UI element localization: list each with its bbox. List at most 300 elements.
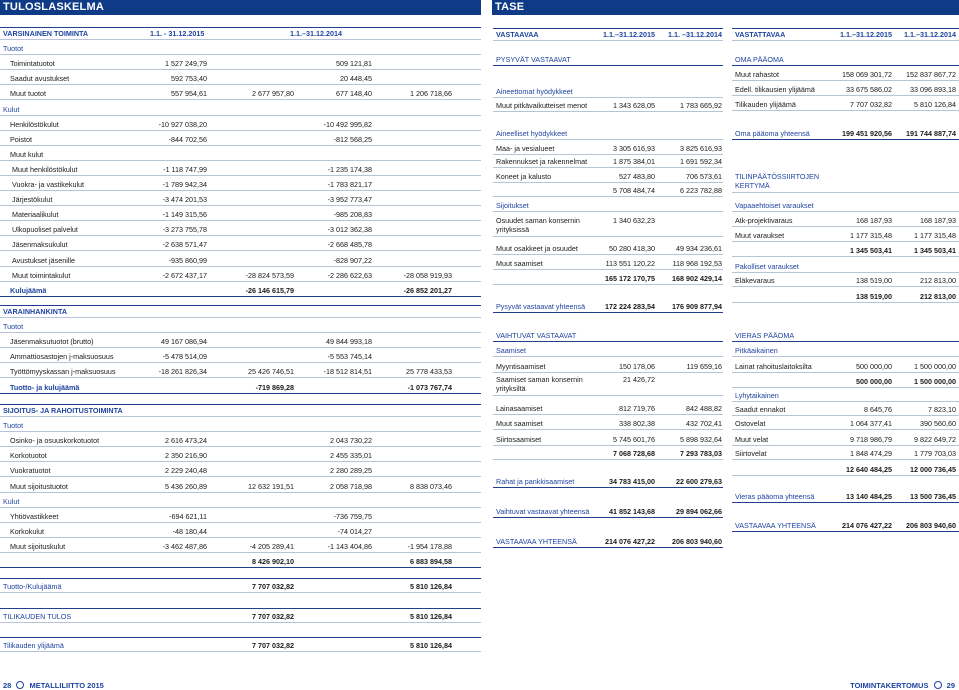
amount-cell: 13 140 484,25 [846, 492, 892, 501]
amount-cell: 7 068 728,68 [613, 449, 655, 458]
amount-cell: 214 076 427,22 [842, 521, 892, 530]
row-divider [493, 356, 723, 357]
row-divider [0, 637, 481, 638]
amount-cell: -26 852 201,27 [403, 285, 452, 295]
row-divider [732, 28, 959, 29]
row-label: Jäsenmaksutuotot (brutto) [10, 337, 94, 347]
amount-cell: 172 224 283,54 [605, 302, 655, 311]
amount-cell: 1 527 249,79 [165, 59, 207, 69]
column-title: VASTATTAVAA [735, 30, 786, 39]
amount-cell: 1 064 377,41 [850, 419, 892, 428]
row-divider [493, 139, 723, 140]
amount-cell: 557 954,61 [171, 89, 207, 99]
amount-cell: -828 907,22 [333, 255, 372, 265]
row-divider [0, 431, 481, 432]
row-divider [0, 416, 481, 417]
circle-icon [16, 681, 24, 689]
row-label: Rakennukset ja rakennelmat [496, 157, 588, 166]
amount-cell: 41 852 143,68 [609, 507, 655, 516]
amount-cell: 3 825 616,93 [680, 144, 722, 153]
row-divider [0, 476, 481, 477]
amount-cell: 152 837 867,72 [906, 70, 956, 79]
amount-cell: 6 223 782,88 [680, 186, 722, 195]
row-divider [493, 254, 723, 255]
amount-cell: 1 345 503,41 [914, 246, 956, 255]
amount-cell: -1 783 821,17 [327, 180, 372, 189]
row-label: Yhtiövastikkeet [10, 511, 59, 521]
section-title: VARAINHANKINTA [3, 307, 68, 316]
row-divider [493, 40, 723, 41]
amount-cell: 1 500 000,00 [914, 377, 956, 386]
amount-cell: 138 519,00 [856, 276, 892, 285]
row-divider [0, 266, 481, 267]
row-label: Muut osakkeet ja osuudet [496, 244, 578, 253]
row-label: Pysyvät vastaavat yhteensä [496, 302, 586, 311]
amount-cell: 199 451 920,56 [842, 129, 892, 138]
row-label: Ulkopuoliset palvelut [12, 225, 78, 235]
amount-cell: -10 927 038,20 [158, 119, 207, 129]
row-divider [493, 167, 723, 168]
row-divider [493, 97, 723, 98]
row-divider [493, 154, 723, 155]
row-divider [0, 84, 481, 85]
amount-cell: 12 632 191,51 [248, 481, 294, 491]
row-divider [0, 461, 481, 462]
row-divider [493, 28, 723, 29]
row-label: Muut rahastot [735, 70, 779, 79]
row-divider [0, 317, 481, 318]
amount-cell: 1 691 592,34 [680, 157, 722, 166]
row-label: VASTAAVAA YHTEENSÄ [735, 521, 816, 530]
row-divider [0, 578, 481, 579]
amount-cell: 1 177 315,48 [850, 231, 892, 240]
amount-cell: 34 783 415,00 [609, 477, 655, 486]
total-amount: 7 707 032,82 [252, 641, 294, 650]
amount-cell: 2 043 730,22 [330, 436, 372, 446]
amount-cell: -3 474 201,53 [162, 195, 207, 205]
amount-cell: 677 148,40 [336, 89, 372, 99]
amount-cell: 6 883 894,58 [410, 557, 452, 566]
amount-cell: 1 343 628,05 [613, 101, 655, 110]
row-divider [732, 387, 959, 388]
amount-cell: 1 848 474,29 [850, 449, 892, 458]
row-divider [0, 99, 481, 100]
amount-cell: -2 672 437,17 [162, 270, 207, 280]
column-header: 1.1. –31.12.2014 [668, 30, 722, 39]
category-label: Tuotot [3, 421, 24, 431]
amount-cell: 8 838 073,46 [410, 481, 452, 491]
category-label: Kulut [3, 104, 20, 114]
row-divider [732, 401, 959, 402]
row-divider [0, 507, 481, 508]
row-label: Vuokratuotot [10, 466, 51, 476]
amount-cell: -844 702,56 [168, 134, 207, 144]
amount-cell: -736 759,75 [333, 511, 372, 521]
row-divider [493, 196, 723, 197]
row-divider [0, 130, 481, 131]
row-label: Jäsenmaksukulut [12, 240, 68, 250]
row-label: Tilikauden ylijäämä [735, 100, 796, 109]
amount-cell: 49 934 236,61 [676, 244, 722, 253]
row-divider [493, 211, 723, 212]
total-label: Tilikauden ylijäämä [3, 641, 64, 650]
amount-cell: -1 954 178,88 [407, 541, 452, 551]
row-divider [0, 205, 481, 206]
row-label: Korkotuotot [10, 451, 47, 461]
amount-cell: 150 178,06 [619, 362, 655, 371]
amount-cell: 13 500 736,45 [910, 492, 956, 501]
row-divider [0, 404, 481, 405]
amount-cell: -10 492 995,82 [323, 119, 372, 129]
row-divider [732, 226, 959, 227]
category-label: VIERAS PÄÄOMA [735, 331, 795, 340]
amount-cell: 2 616 473,24 [165, 436, 207, 446]
column-title: VASTAAVAA [496, 30, 539, 39]
category-label: TILINPÄÄTÖSSIIRTOJEN KERTYMÄ [735, 172, 820, 190]
footer-right-page: 29 [946, 681, 955, 690]
row-divider [0, 552, 481, 553]
row-divider [0, 377, 481, 378]
footer-left-page: 28 [3, 681, 12, 690]
amount-cell: -1 789 942,34 [162, 180, 207, 189]
amount-cell: 21 426,72 [623, 375, 655, 384]
amount-cell: 212 813,00 [920, 292, 956, 301]
amount-cell: -18 261 826,34 [158, 367, 207, 377]
amount-cell: 2 677 957,80 [252, 89, 294, 99]
row-divider [493, 487, 723, 488]
amount-cell: 5 898 932,64 [680, 435, 722, 444]
row-divider [0, 592, 481, 593]
row-divider [732, 302, 959, 303]
row-label: Muut tuotot [10, 89, 46, 99]
row-label: Työttömyyskassan j-maksuosuus [10, 367, 116, 377]
row-label: Muut velat [735, 435, 769, 444]
row-label: Materiaalikulut [12, 210, 59, 220]
row-divider [732, 502, 959, 503]
amount-cell: 168 187,93 [856, 216, 892, 225]
amount-cell: 527 483,80 [619, 172, 655, 181]
footer-right-text: TOIMINTAKERTOMUS [850, 681, 929, 690]
row-divider [0, 567, 481, 568]
amount-cell: -1 073 767,74 [407, 382, 452, 392]
amount-cell: -3 012 362,38 [327, 225, 372, 235]
amount-cell: -812 568,25 [333, 134, 372, 144]
row-divider [493, 459, 723, 460]
amount-cell: 3 305 616,93 [613, 144, 655, 153]
amount-cell: 214 076 427,22 [605, 537, 655, 546]
row-divider [732, 429, 959, 430]
amount-cell: -1 143 404,86 [327, 541, 372, 551]
category-label: Aineettomat hyödykkeet [496, 87, 573, 96]
amount-cell: 168 902 429,14 [672, 274, 722, 283]
amount-cell: 1 340 632,23 [613, 216, 655, 225]
row-divider [493, 269, 723, 270]
row-divider [732, 272, 959, 273]
amount-cell: -74 014,27 [337, 526, 372, 536]
total-label: Tuotto-/Kulujäämä [3, 582, 62, 591]
row-label: Muut saamiset [496, 259, 543, 268]
amount-cell: 706 573,61 [686, 172, 722, 181]
row-label: Muut sijoituskulut [10, 541, 66, 551]
column-header: 1.1.–31.12.2014 [290, 29, 342, 38]
row-divider [0, 160, 481, 161]
row-divider [493, 312, 723, 313]
row-divider [493, 395, 723, 396]
row-divider [732, 356, 959, 357]
row-divider [732, 241, 959, 242]
row-label: Osuudet saman konsernin yrityksissä [496, 216, 580, 234]
row-divider [493, 429, 723, 430]
amount-cell: 22 600 279,63 [676, 477, 722, 486]
amount-cell: 390 560,60 [920, 419, 956, 428]
amount-cell: 168 187,93 [920, 216, 956, 225]
category-label: Pitkäaikainen [735, 346, 778, 355]
amount-cell: -694 621,11 [169, 511, 207, 521]
amount-cell: 8 426 902,10 [252, 557, 294, 566]
row-divider [493, 65, 723, 66]
amount-cell: 2 455 335,01 [330, 451, 372, 461]
amount-cell: -18 512 814,51 [323, 367, 372, 377]
category-label: Pakolliset varaukset [735, 262, 799, 271]
row-label: Eläkevaraus [735, 276, 775, 285]
row-label: Avustukset jäsenille [12, 255, 75, 265]
amount-cell: -28 824 573,59 [245, 270, 294, 280]
row-divider [732, 286, 959, 287]
amount-cell: -4 205 289,41 [249, 541, 294, 551]
row-label: Järjestökulut [12, 195, 53, 205]
category-label: Lyhytaikainen [735, 391, 779, 400]
row-divider [0, 305, 481, 306]
row-label: Vieras pääoma yhteensä [735, 492, 815, 501]
amount-cell: 50 280 418,30 [609, 244, 655, 253]
amount-cell: 2 280 289,25 [330, 466, 372, 476]
row-divider [732, 445, 959, 446]
amount-cell: 1 206 718,66 [410, 89, 452, 99]
amount-cell: -3 273 755,78 [162, 225, 207, 235]
row-divider [493, 111, 723, 112]
row-divider [493, 414, 723, 415]
amount-cell: 338 802,38 [619, 419, 655, 428]
row-divider [0, 281, 481, 282]
row-label: Siirtovelat [735, 449, 767, 458]
row-divider [493, 284, 723, 285]
row-divider [493, 236, 723, 237]
category-label: Aineelliset hyödykkeet [496, 129, 568, 138]
amount-cell: -3 462 487,86 [162, 541, 207, 551]
amount-cell: 2 058 718,98 [330, 481, 372, 491]
row-divider [732, 475, 959, 476]
row-label: Oma pääoma yhteensä [735, 129, 810, 138]
row-divider [493, 182, 723, 183]
amount-cell: 118 968 192,53 [672, 259, 722, 268]
row-divider [732, 256, 959, 257]
amount-cell: -719 869,28 [255, 382, 294, 392]
row-divider [0, 190, 481, 191]
amount-cell: 1 783 665,92 [680, 101, 722, 110]
section-title: VARSINAINEN TOIMINTA [3, 29, 89, 38]
amount-cell: 29 894 062,66 [676, 507, 722, 516]
category-label: Tuotot [3, 322, 24, 332]
row-divider [0, 622, 481, 623]
row-label: Lainat rahoituslaitoksilta [735, 362, 812, 371]
row-divider [732, 80, 959, 81]
amount-cell: -1 235 174,38 [327, 164, 372, 174]
row-divider [732, 65, 959, 66]
row-label: Vuokra- ja vastikekulut [12, 180, 85, 189]
amount-cell: 206 803 940,60 [672, 537, 722, 546]
amount-cell: 5 436 260,89 [165, 481, 207, 491]
amount-cell: 500 000,00 [856, 362, 892, 371]
column-header: 1.1.–31.12.2014 [904, 30, 956, 39]
amount-cell: -935 860,99 [168, 255, 207, 265]
row-label: Muut sijoitustuotot [10, 481, 68, 491]
row-label: Tuotto- ja kulujäämä [10, 382, 80, 392]
amount-cell: 176 909 877,94 [672, 302, 722, 311]
amount-cell: 113 551 120,22 [605, 259, 655, 268]
row-divider [0, 115, 481, 116]
row-divider [0, 54, 481, 55]
column-header: 1.1.–31.12.2015 [840, 30, 892, 39]
circle-icon [934, 681, 942, 689]
category-label: Sijoitukset [496, 201, 529, 210]
category-label: Tuotot [3, 44, 24, 54]
amount-cell: 33 096 893,18 [910, 85, 956, 94]
row-divider [493, 372, 723, 373]
row-divider [0, 446, 481, 447]
row-label: Muut henkilöstökulut [12, 164, 78, 174]
row-label: Osinko- ja osuuskorkotuotot [10, 436, 100, 446]
amount-cell: 5 708 484,74 [613, 186, 655, 195]
row-label: Ostovelat [735, 419, 766, 428]
amount-cell: 9 822 649,72 [914, 435, 956, 444]
row-divider [0, 220, 481, 221]
row-label: Ammattiosastojen j-maksuosuus [10, 352, 114, 362]
row-divider [732, 372, 959, 373]
row-divider [493, 341, 723, 342]
row-divider [732, 531, 959, 532]
amount-cell: 9 718 986,79 [850, 435, 892, 444]
amount-cell: -1 149 315,56 [162, 210, 207, 220]
row-divider [732, 110, 959, 111]
amount-cell: 432 702,41 [686, 419, 722, 428]
row-divider [493, 445, 723, 446]
row-label: Maa- ja vesialueet [496, 144, 555, 153]
amount-cell: -48 180,44 [172, 526, 207, 536]
amount-cell: 158 069 301,72 [842, 70, 892, 79]
amount-cell: 25 426 746,51 [248, 367, 294, 377]
total-label: TILIKAUDEN TULOS [3, 612, 72, 621]
amount-cell: 20 448,45 [340, 74, 372, 84]
amount-cell: 8 645,76 [864, 405, 892, 414]
row-divider [732, 415, 959, 416]
amount-cell: 812 719,76 [619, 404, 655, 413]
row-label: Saamiset saman konsernin yrityksiltä [496, 375, 583, 393]
amount-cell: 12 640 484,25 [846, 465, 892, 474]
row-label: Henkilöstökulut [10, 119, 59, 129]
amount-cell: -2 638 571,47 [162, 240, 207, 250]
row-divider [0, 235, 481, 236]
amount-cell: 7 823,10 [928, 405, 956, 414]
category-label: Vapaaehtoiset varaukset [735, 201, 814, 210]
row-divider [732, 95, 959, 96]
total-amount: 7 707 032,82 [252, 582, 294, 591]
section-title: SIJOITUS- JA RAHOITUSTOIMINTA [3, 406, 123, 415]
amount-cell: -2 286 622,63 [327, 270, 372, 280]
amount-cell: 7 707 032,82 [850, 100, 892, 109]
row-label: Myyntisaamiset [496, 362, 546, 371]
row-divider [0, 69, 481, 70]
row-divider [732, 40, 959, 41]
total-amount: 5 810 126,84 [410, 641, 452, 650]
row-divider [0, 296, 481, 297]
row-label: Kulujäämä [10, 285, 47, 295]
amount-cell: 1 345 503,41 [850, 246, 892, 255]
amount-cell: -26 146 615,79 [245, 285, 294, 295]
category-label: Kulut [3, 496, 20, 506]
amount-cell: -5 478 514,09 [162, 352, 207, 362]
row-divider [0, 145, 481, 146]
amount-cell: 1 500 000,00 [914, 362, 956, 371]
row-divider [732, 211, 959, 212]
category-label: Saamiset [496, 346, 526, 355]
category-label: OMA PÄÄOMA [735, 55, 784, 64]
amount-cell: 2 350 216,90 [165, 451, 207, 461]
amount-cell: -2 668 485,78 [327, 240, 372, 250]
amount-cell: 25 778 433,53 [406, 367, 452, 377]
amount-cell: 500 000,00 [856, 377, 892, 386]
tase-heading: TASE [492, 0, 959, 15]
row-divider [732, 192, 959, 193]
amount-cell: 191 744 887,74 [906, 129, 956, 138]
category-label: PYSYVÄT VASTAAVAT [496, 55, 571, 64]
row-divider [0, 347, 481, 348]
amount-cell: 119 659,16 [686, 362, 722, 371]
total-amount: 5 810 126,84 [410, 582, 452, 591]
amount-cell: 5 810 126,84 [914, 100, 956, 109]
category-label: VAIHTUVAT VASTAAVAT [496, 331, 577, 340]
amount-cell: 5 745 601,76 [613, 435, 655, 444]
column-header: 1.1. - 31.12.2015 [150, 29, 205, 38]
row-label: Edell. tilikausien ylijäämä [735, 85, 815, 94]
amount-cell: 206 803 940,60 [906, 521, 956, 530]
amount-cell: 842 488,82 [686, 404, 722, 413]
amount-cell: -985 208,83 [333, 210, 372, 220]
amount-cell: 49 844 993,18 [326, 337, 372, 347]
amount-cell: 33 675 586,02 [846, 85, 892, 94]
amount-cell: 138 519,00 [856, 292, 892, 301]
row-label: Korkokulut [10, 526, 44, 536]
amount-cell: -5 553 745,14 [327, 352, 372, 362]
row-divider [0, 39, 481, 40]
amount-cell: 592 753,40 [171, 74, 207, 84]
row-divider [0, 175, 481, 176]
row-divider [0, 332, 481, 333]
row-divider [732, 459, 959, 460]
row-divider [0, 608, 481, 609]
row-divider [732, 139, 959, 140]
row-divider [0, 393, 481, 394]
amount-cell: 1 177 315,48 [914, 231, 956, 240]
row-label: Koneet ja kalusto [496, 172, 552, 181]
row-label: Muut varaukset [735, 231, 785, 240]
column-header: 1.1.–31.12.2015 [603, 30, 655, 39]
row-label: Saadut avustukset [10, 74, 70, 84]
row-label: Siirtosaamiset [496, 435, 542, 444]
row-label: Atk-projektivaraus [735, 216, 793, 225]
row-divider [0, 522, 481, 523]
tuloslaskelma-heading: TULOSLASKELMA [0, 0, 481, 15]
row-label: Saadut ennakot [735, 405, 786, 414]
